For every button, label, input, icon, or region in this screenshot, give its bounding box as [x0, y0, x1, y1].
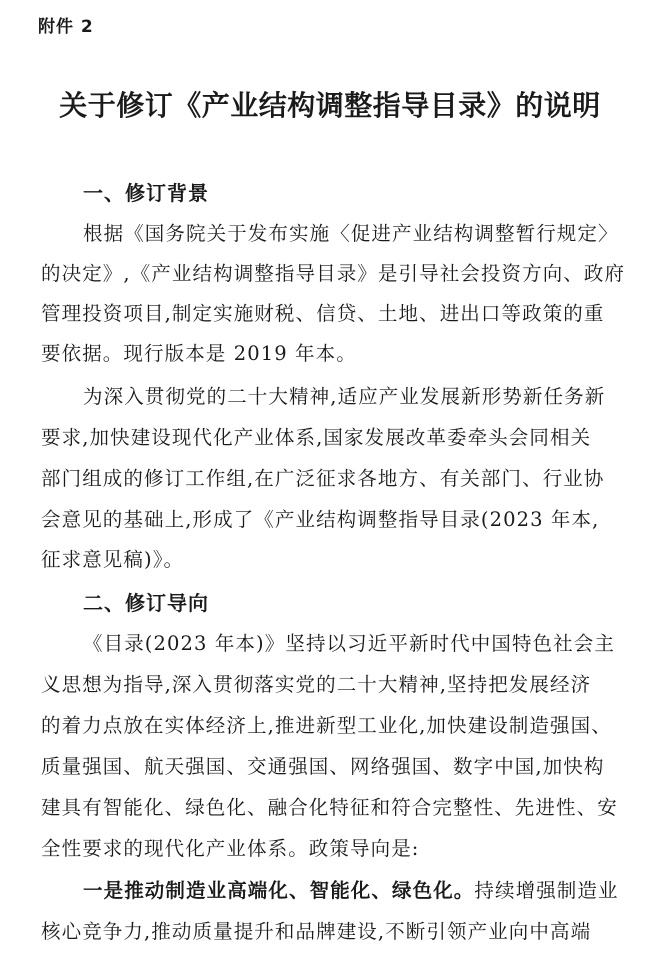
paragraph-line: 《目录(2023 年本)》坚持以习近平新时代中国特色社会主	[83, 632, 615, 655]
paragraph-line: 义思想为指导,深入贯彻落实党的二十大精神,坚持把发展经济	[41, 673, 592, 696]
paragraph-line: 征求意见稿)》。	[41, 548, 185, 571]
paragraph-line: 建具有智能化、绿色化、融合化特征和符合完整性、先进性、安	[41, 796, 618, 819]
paragraph-line: 全性要求的现代化产业体系。政策导向是:	[41, 837, 420, 860]
paragraph-line: 会意见的基础上,形成了《产业结构调整指导目录(2023 年本,	[41, 508, 600, 531]
section-heading-direction: 二、修订导向	[83, 591, 209, 615]
paragraph-line: 部门组成的修订工作组,在广泛征求各地方、有关部门、行业协	[41, 467, 605, 490]
attachment-label: 附件 2	[38, 17, 94, 37]
paragraph-line: 管理投资项目,制定实施财税、信贷、土地、进出口等政策的重	[41, 302, 605, 325]
paragraph-line: 质量强国、航天强国、交通强国、网络强国、数字中国,加快构	[41, 755, 605, 778]
paragraph-line: 根据《国务院关于发布实施〈促进产业结构调整暂行规定〉	[83, 222, 619, 245]
paragraph-line: 的决定》,《产业结构调整指导目录》是引导社会投资方向、政府	[41, 262, 626, 285]
paragraph-line: 要求,加快建设现代化产业体系,国家发展改革委牵头会同相关	[41, 426, 592, 449]
section-heading-background: 一、修订背景	[83, 181, 209, 205]
paragraph-line: 的着力点放在实体经济上,推进新型工业化,加快建设制造强国、	[41, 714, 612, 737]
paragraph-line: 核心竞争力,推动质量提升和品牌建设,不断引领产业向中高端	[41, 920, 592, 943]
policy-rest-text: 持续增强制造业	[474, 879, 619, 902]
paragraph-line: 要依据。现行版本是 2019 年本。	[41, 342, 357, 365]
policy-lead-text: 一是推动制造业高端化、智能化、绿色化。	[83, 879, 475, 902]
document-title: 关于修订《产业结构调整指导目录》的说明	[59, 89, 601, 122]
paragraph-line: 为深入贯彻党的二十大精神,适应产业发展新形势新任务新	[83, 385, 606, 408]
paragraph-line	[83, 875, 619, 903]
